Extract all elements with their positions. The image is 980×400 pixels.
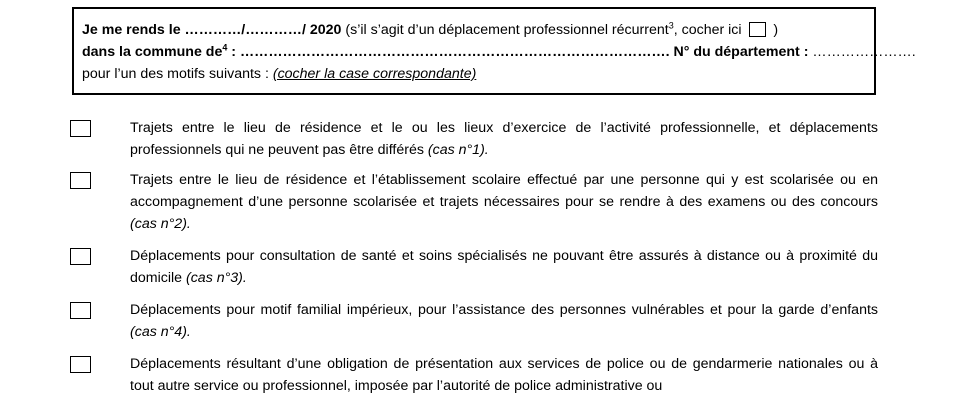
date-day-month-field[interactable]: …………/ — [180, 22, 246, 38]
motive-text-1 — [130, 117, 878, 161]
motive-checkbox-1[interactable] — [70, 120, 91, 137]
motive-text-3 — [130, 245, 878, 289]
department-field[interactable]: …………………. — [808, 44, 916, 60]
motive-checkbox-5[interactable] — [70, 356, 91, 373]
date-year-field[interactable]: …………/ 2020 — [245, 22, 342, 38]
motive-text-4 — [130, 299, 878, 343]
motive-case-2: (cas n°2). — [130, 216, 191, 232]
motive-description-5: Déplacements résultant d’une obligation de présentation aux services de police ou de gendarmerie nationales ou à tout autre service ou professionnel, imposée par l’autorité de police administrative ou — [130, 356, 878, 394]
recurrent-note-end: ) — [769, 22, 779, 38]
recurrent-note: (s’il s’agit d’un déplacement professionnel récurrent — [341, 22, 669, 38]
commune-field[interactable]: : ………………………………………………………………………………. — [227, 44, 670, 60]
motive-case-4: (cas n°4). — [130, 324, 191, 340]
recurrent-checkbox[interactable] — [749, 22, 766, 37]
motive-checkbox-2[interactable] — [70, 172, 91, 189]
footnote-4: 4 — [222, 42, 228, 53]
date-line — [82, 19, 866, 41]
motive-text-2 — [130, 169, 878, 235]
motive-case-1: (cas n°1). — [427, 142, 489, 158]
motive-checkbox-4[interactable] — [70, 302, 91, 319]
motive-description-2: Trajets entre le lieu de résidence et l’établissement scolaire effectué par une personne qui y est scolarisée ou en accompagnement d’une personne scolarisée et trajets nécessaires pour se rendre à des examens ou des concours — [130, 172, 878, 210]
recurrent-note-mid: , cocher ici — [673, 22, 746, 38]
department-label: N° du département : — [669, 44, 809, 60]
declaration-box — [72, 7, 916, 95]
motive-checkbox-3[interactable] — [70, 248, 91, 265]
motive-text-5 — [130, 353, 878, 397]
motive-description-1: Trajets entre le lieu de résidence et le ou les lieux d’exercice de l’activité professionnelle, et déplacements professionnels qui ne peuvent pas être différés — [130, 120, 878, 158]
footnote-3: 3 — [668, 20, 674, 31]
motive-description-4: Déplacements pour motif familial impérieux, pour l’assistance des personnes vulnérables et pour la garde d’enfants — [130, 302, 878, 318]
motive-instruction: (cocher la case correspondante) — [272, 66, 477, 82]
motive-description-3: Déplacements pour consultation de santé et soins spécialisés ne pouvant être assurés à distance ou à proximité du domicile — [130, 248, 878, 286]
motive-line — [82, 63, 866, 85]
commune-label: dans la commune de — [82, 44, 223, 60]
date-label: Je me rends le — [82, 22, 181, 38]
motive-intro: pour l’un des motifs suivants : — [82, 66, 273, 82]
commune-line — [82, 41, 916, 63]
motive-case-3: (cas n°3). — [185, 270, 247, 286]
